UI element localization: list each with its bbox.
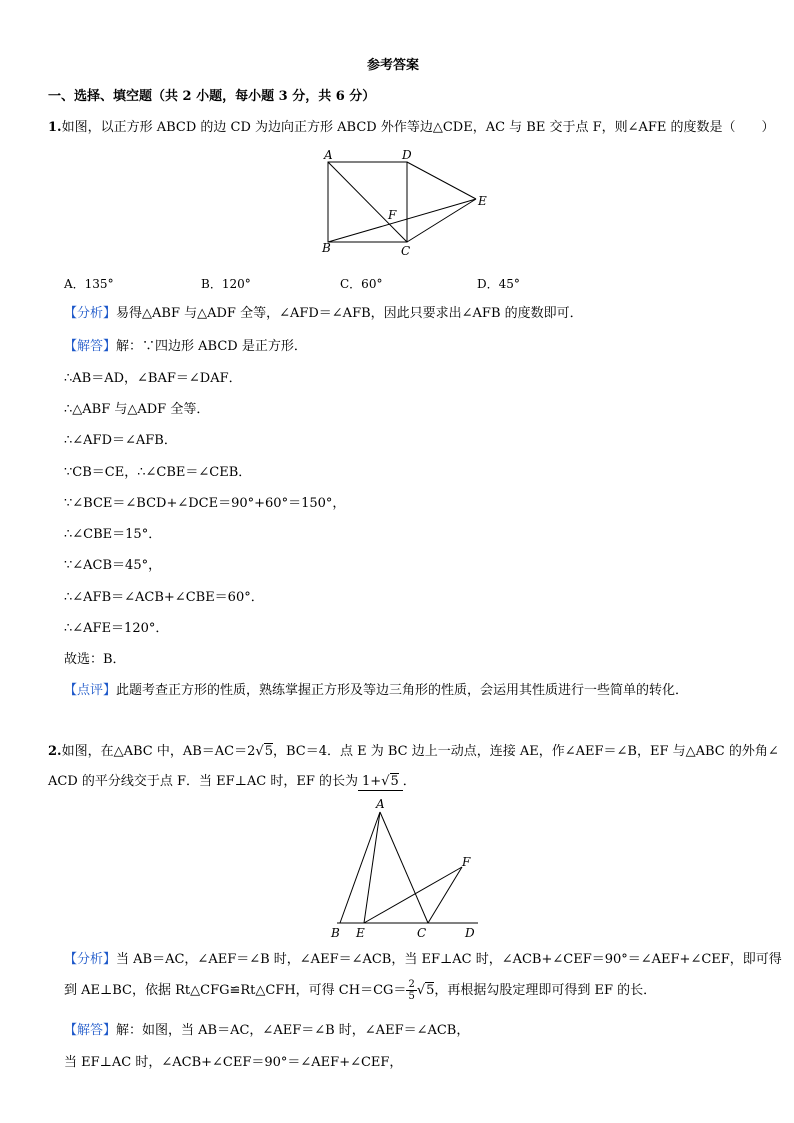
q1-solution-line-3: ∴△ABF 与△ADF 全等．	[64, 402, 210, 417]
fraction-denominator: 5	[408, 991, 415, 1002]
q2-stem-text-a: 如图，在△ABC 中，AB＝AC＝2	[61, 744, 256, 759]
section-heading: 一、选择、填空题（共 2 小题，每小题 3 分，共 6 分）	[48, 89, 376, 104]
q1-solution-line-9: ∴∠AFB＝∠ACB+∠CBE＝60°．	[64, 590, 264, 605]
q1-solution-line-10: ∴∠AFE＝120°．	[64, 621, 169, 636]
q1-option-b: B．120°	[201, 277, 251, 291]
q2-analysis-text-3: ，再根据勾股定理即可得到 EF 的长．	[434, 983, 657, 998]
q2-stem-radicand: 5	[264, 744, 273, 759]
q1-option-c: C．60°	[340, 277, 383, 291]
q1-solution-line-2: ∴AB＝AD，∠BAF＝∠DAF．	[64, 371, 242, 386]
q1-number: 1.	[48, 120, 62, 135]
q1-label-d: D	[402, 148, 412, 162]
q1-label-f: F	[388, 208, 397, 222]
q2-analysis-line-1	[64, 952, 782, 968]
q1-solution-line-6: ∵∠BCE＝∠BCD+∠DCE＝90°+60°＝150°，	[64, 496, 346, 511]
q1-label-c: C	[401, 244, 411, 258]
fraction-numerator: 2	[408, 979, 415, 990]
q2-label-d: D	[465, 926, 475, 940]
q2-label-c: C	[417, 926, 427, 940]
q1-label-b: B	[322, 241, 331, 255]
q2-stem-text-b: ，BC＝4．点 E 为 BC 边上一动点，连接 AE，作∠AEF＝∠B，EF 与△ABC 的外角∠	[272, 744, 779, 759]
q2-label-a: A	[376, 797, 385, 811]
sqrt-icon: √	[416, 983, 426, 998]
q2-label-f: F	[462, 855, 471, 869]
q2-solution-line-1	[64, 1023, 469, 1039]
q1-label-a: A	[324, 148, 333, 162]
q1-option-a: A．135°	[64, 277, 114, 291]
q1-solution-text: 解：∵四边形 ABCD 是正方形．	[116, 339, 307, 354]
q2-analysis-text-2: 到 AE⊥BC，依据 Rt△CFG≌Rt△CFH，可得 CH＝CG＝	[64, 983, 407, 998]
q2-analysis-text-1: 当 AB＝AC，∠AEF＝∠B 时，∠AEF＝∠ACB，当 EF⊥AC 时，∠ACB+∠CEF＝90°＝∠AEF+∠CEF，即可得	[116, 952, 782, 967]
q1-solution-line-4: ∴∠AFD＝∠AFB．	[64, 433, 177, 448]
analysis-tag: 【分析】	[64, 306, 117, 321]
q1-solution-line-5: ∵CB＝CE，∴∠CBE＝∠CEB．	[64, 465, 252, 480]
q1-choice-line: 故选：B．	[64, 652, 126, 667]
q1-stem-text: 如图，以正方形 ABCD 的边 CD 为边向正方形 ABCD 外作等边△CDE，AC 与 BE 交于点 F，则∠AFE 的度数是（ ）	[61, 120, 775, 135]
fraction	[406, 979, 416, 1002]
q2-analysis-radicand: 5	[426, 983, 435, 998]
q2-solution-line-2: 当 EF⊥AC 时，∠ACB+∠CEF＝90°＝∠AEF+∠CEF，	[64, 1055, 403, 1070]
q1-solution-line-7: ∴∠CBE＝15°．	[64, 527, 162, 542]
analysis-tag: 【分析】	[64, 952, 117, 967]
q1-analysis-text: 易得△ABF 与△ADF 全等，∠AFD＝∠AFB，因此只要求出∠AFB 的度数即可．	[116, 306, 583, 321]
q2-stem-text-c: ACD 的平分线交于点 F．当 EF⊥AC 时，EF 的长为	[48, 774, 359, 789]
q2-solution-text-1: 解：如图，当 AB＝AC，∠AEF＝∠B 时，∠AEF＝∠ACB，	[116, 1023, 470, 1038]
page-title: 参考答案	[367, 58, 420, 73]
solution-tag: 【解答】	[64, 1023, 117, 1038]
q2-stem-end: ．	[402, 774, 416, 789]
q1-solution-line-8: ∵∠ACB＝45°，	[64, 558, 162, 573]
q2-label-e: E	[356, 926, 365, 940]
q2-answer-text: 1+	[362, 774, 382, 789]
q2-number: 2.	[48, 744, 62, 759]
q2-analysis-line-2	[64, 978, 656, 1004]
q2-label-b: B	[331, 926, 340, 940]
solution-tag: 【解答】	[64, 339, 117, 354]
q1-comment-text: 此题考查正方形的性质，熟练掌握正方形及等边三角形的性质，会运用其性质进行一些简单的转化．	[116, 683, 689, 698]
q2-answer-radicand: 5	[390, 774, 399, 789]
sqrt-icon: √	[255, 744, 264, 759]
q1-option-d: D．45°	[477, 277, 520, 291]
q1-label-e: E	[478, 194, 487, 208]
sqrt-icon: √	[381, 774, 390, 789]
comment-tag: 【点评】	[64, 683, 117, 698]
